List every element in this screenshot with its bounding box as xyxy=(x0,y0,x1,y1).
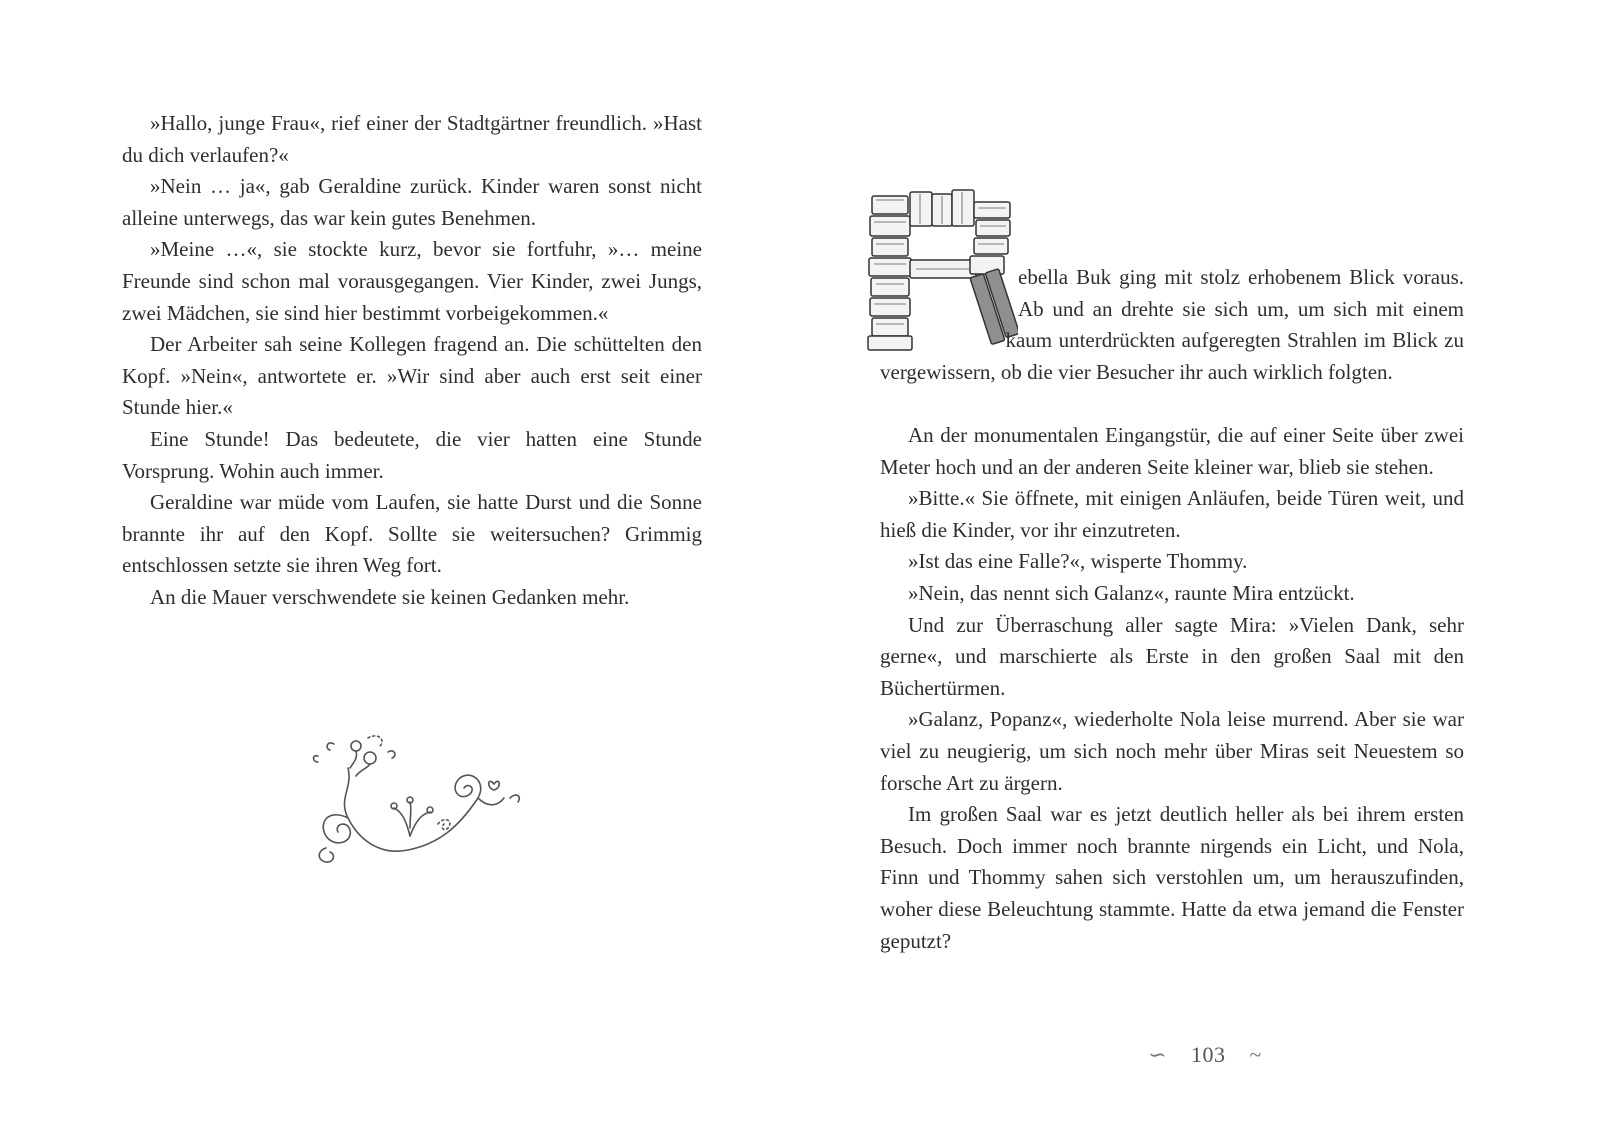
paragraph: ebella Buk ging mit stolz erhobenem Blick voraus. Ab und an drehte sie sich um, um sich mit einem kaum unterdrückten aufgeregten Strahlen im Blick zu vergewissern, ob die vier Besucher ihr auch wirklich folgten. xyxy=(880,265,1464,384)
paragraph: An der monumentalen Eingangstür, die auf einer Seite über zwei Meter hoch und an der anderen Seite kleiner war, blieb sie stehen. xyxy=(880,423,1464,479)
right-page xyxy=(800,0,1600,1131)
paragraph: Und zur Überraschung aller sagte Mira: »Vielen Dank, sehr gerne«, und marschierte als Erste in den großen Saal mit den Büchertürmen. xyxy=(880,612,1464,700)
page-number-value: 103 xyxy=(1191,1042,1226,1067)
page-number xyxy=(1120,1042,1290,1068)
opening-paragraph xyxy=(880,262,1464,388)
paragraph: »Nein, das nennt sich Galanz«, raunte Mira entzückt. xyxy=(908,580,1355,605)
paragraph: An die Mauer verschwendete sie keinen Gedanken mehr. xyxy=(150,584,630,609)
left-page-text xyxy=(122,108,702,614)
paragraph: »Nein … ja«, gab Geraldine zurück. Kinder waren sonst nicht alleine unterwegs, das war kein gutes Benehmen. xyxy=(122,174,702,230)
floral-swirl-ornament-icon xyxy=(298,728,530,876)
paragraph: »Bitte.« Sie öffnete, mit einigen Anläufen, beide Türen weit, und hieß die Kinder, vor ihr einzutreten. xyxy=(880,486,1464,542)
paragraph: Eine Stunde! Das bedeutete, die vier hatten eine Stunde Vorsprung. Wohin auch immer. xyxy=(122,426,702,483)
right-page-text xyxy=(880,420,1464,957)
drop-cap-wrap xyxy=(880,262,1018,356)
paragraph: Der Arbeiter sah seine Kollegen fragend an. Die schüttelten den Kopf. »Nein«, antwortete er. »Wir sind aber auch erst seit einer Stunde hier.« xyxy=(122,332,702,420)
page-number-right-mark: ~ xyxy=(1249,1042,1262,1067)
paragraph: Geraldine war müde vom Laufen, sie hatte Durst und die Sonne brannte ihr auf den Kopf. Sollte sie weitersuchen? Grimmig entschlossen setzte sie ihren Weg fort. xyxy=(122,490,702,578)
paragraph: »Ist das eine Falle?«, wisperte Thommy. xyxy=(908,549,1248,574)
paragraph: »Hallo, junge Frau«, rief einer der Stadtgärtner freundlich. »Hast du dich verlaufen?« xyxy=(122,111,702,167)
paragraph: Im großen Saal war es jetzt deutlich heller als bei ihrem ersten Besuch. Doch immer noch brannte nirgends ein Licht, und Nola, Finn und Thommy sahen sich verstohlen um, um herauszufinden, woher diese Beleuchtung stammte. Hatte da etwa jemand die Fenster geputzt? xyxy=(880,802,1464,953)
page-number-left-mark: ∽ xyxy=(1148,1042,1168,1067)
paragraph: »Meine …«, sie stockte kurz, bevor sie fortfuhr, »… meine Freunde sind schon mal vorausgegangen. Vier Kinder, zwei Jungs, zwei Mädchen, sie sind hier bestimmt vorbeigekommen.« xyxy=(122,237,702,325)
paragraph: »Galanz, Popanz«, wiederholte Nola leise murrend. Aber sie war viel zu neugierig, um sich noch mehr über Miras seit Neuestem so forsche Art zu ärgern. xyxy=(880,707,1464,795)
